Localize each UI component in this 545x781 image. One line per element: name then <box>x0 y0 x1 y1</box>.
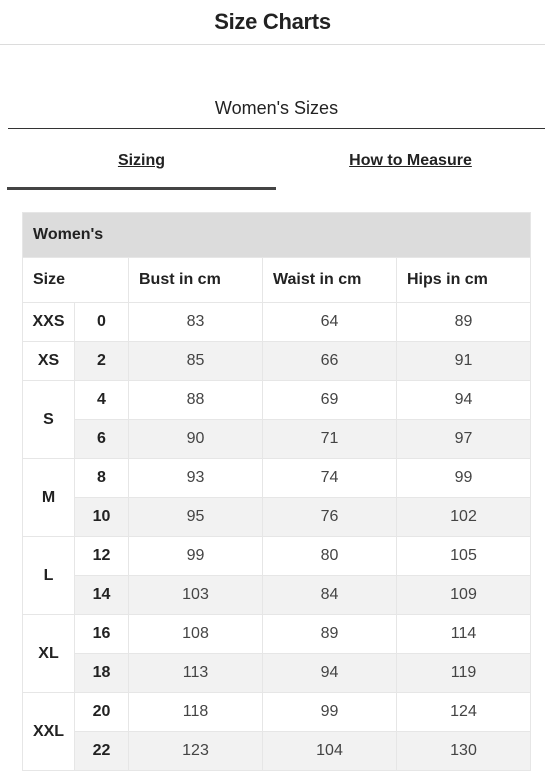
size-number-cell: 4 <box>75 381 129 420</box>
tab-bar <box>7 135 545 190</box>
size-letter-cell: XS <box>23 342 75 381</box>
table-row <box>23 342 531 381</box>
hips-cell: 91 <box>397 342 531 381</box>
size-letter-cell: XXS <box>23 303 75 342</box>
tab-how-to-measure[interactable] <box>276 135 545 190</box>
bust-cell: 85 <box>129 342 263 381</box>
column-header-hips: Hips in cm <box>397 258 531 303</box>
table-caption-row <box>23 213 531 258</box>
tab-how-to-measure-label: How to Measure <box>349 152 472 169</box>
waist-cell: 71 <box>263 420 397 459</box>
waist-cell: 69 <box>263 381 397 420</box>
bust-cell: 83 <box>129 303 263 342</box>
hips-cell: 114 <box>397 615 531 654</box>
table-row <box>23 537 531 576</box>
hips-cell: 105 <box>397 537 531 576</box>
size-number-cell: 20 <box>75 693 129 732</box>
waist-cell: 74 <box>263 459 397 498</box>
tab-sizing[interactable] <box>7 135 276 190</box>
bust-cell: 103 <box>129 576 263 615</box>
size-number-cell: 2 <box>75 342 129 381</box>
waist-cell: 84 <box>263 576 397 615</box>
hips-cell: 102 <box>397 498 531 537</box>
bust-cell: 99 <box>129 537 263 576</box>
table-row <box>23 654 531 693</box>
table-row <box>23 420 531 459</box>
table-row <box>23 381 531 420</box>
bust-cell: 93 <box>129 459 263 498</box>
page-header <box>0 0 545 45</box>
size-number-cell: 0 <box>75 303 129 342</box>
size-letter-cell: M <box>23 459 75 537</box>
size-number-cell: 10 <box>75 498 129 537</box>
waist-cell: 99 <box>263 693 397 732</box>
page-title: Size Charts <box>214 9 331 34</box>
size-letter-cell: S <box>23 381 75 459</box>
table-row <box>23 732 531 771</box>
section-title: Women's Sizes <box>214 98 339 118</box>
table-body <box>23 303 531 771</box>
bust-cell: 123 <box>129 732 263 771</box>
table-row <box>23 498 531 537</box>
hips-cell: 130 <box>397 732 531 771</box>
section-header <box>8 89 545 129</box>
waist-cell: 89 <box>263 615 397 654</box>
size-number-cell: 12 <box>75 537 129 576</box>
size-letter-cell: L <box>23 537 75 615</box>
hips-cell: 94 <box>397 381 531 420</box>
hips-cell: 109 <box>397 576 531 615</box>
table-row <box>23 693 531 732</box>
bust-cell: 118 <box>129 693 263 732</box>
waist-cell: 64 <box>263 303 397 342</box>
bust-cell: 113 <box>129 654 263 693</box>
waist-cell: 80 <box>263 537 397 576</box>
table-row <box>23 459 531 498</box>
size-number-cell: 18 <box>75 654 129 693</box>
table-row <box>23 615 531 654</box>
tab-sizing-label: Sizing <box>117 152 166 169</box>
column-header-waist: Waist in cm <box>263 258 397 303</box>
hips-cell: 99 <box>397 459 531 498</box>
bust-cell: 108 <box>129 615 263 654</box>
size-number-cell: 22 <box>75 732 129 771</box>
size-number-cell: 8 <box>75 459 129 498</box>
size-letter-cell: XXL <box>23 693 75 771</box>
size-number-cell: 16 <box>75 615 129 654</box>
hips-cell: 89 <box>397 303 531 342</box>
table-row <box>23 303 531 342</box>
bust-cell: 95 <box>129 498 263 537</box>
table-row <box>23 576 531 615</box>
size-number-cell: 6 <box>75 420 129 459</box>
hips-cell: 124 <box>397 693 531 732</box>
size-table <box>22 212 531 771</box>
waist-cell: 66 <box>263 342 397 381</box>
column-header-bust: Bust in cm <box>129 258 263 303</box>
size-letter-cell: XL <box>23 615 75 693</box>
table-caption: Women's <box>23 213 531 258</box>
bust-cell: 90 <box>129 420 263 459</box>
column-header-size: Size <box>23 258 129 303</box>
hips-cell: 97 <box>397 420 531 459</box>
size-number-cell: 14 <box>75 576 129 615</box>
waist-cell: 104 <box>263 732 397 771</box>
hips-cell: 119 <box>397 654 531 693</box>
table-header-row <box>23 258 531 303</box>
size-table-container <box>22 212 530 771</box>
waist-cell: 76 <box>263 498 397 537</box>
waist-cell: 94 <box>263 654 397 693</box>
bust-cell: 88 <box>129 381 263 420</box>
